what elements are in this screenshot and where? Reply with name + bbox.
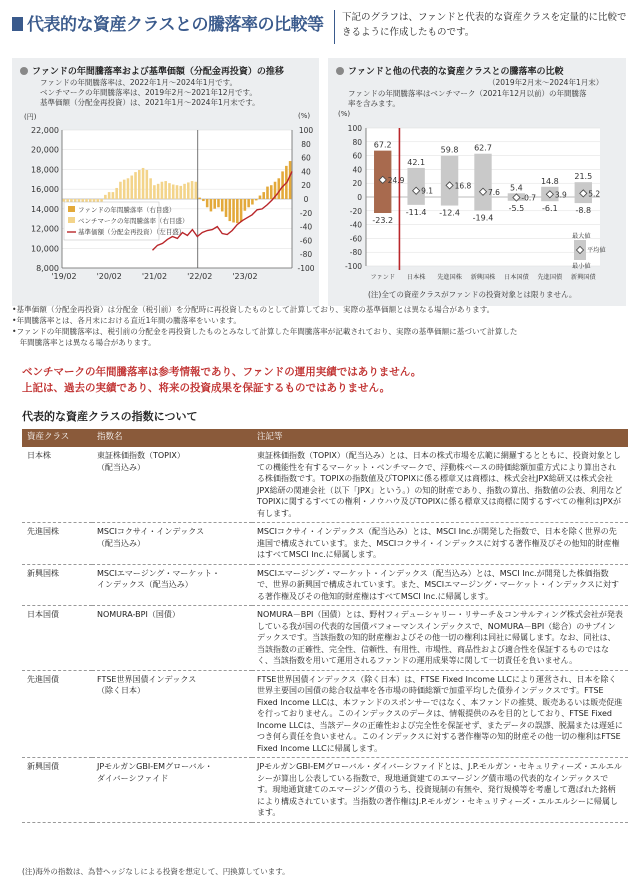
avg-value-label: 7.6 — [488, 187, 500, 197]
category-label: ファンド — [370, 274, 396, 281]
benchmark-return-bar — [183, 184, 186, 199]
left-note: 基準価額（分配金再投資）は、2021年1月〜2024年1月末です。 — [40, 98, 260, 107]
avg-value-label: 9.1 — [421, 186, 434, 196]
avg-value-label: 24.9 — [387, 175, 405, 185]
y-left-tick-label: 18,000 — [31, 165, 59, 175]
bullet-notes — [12, 304, 632, 348]
legend-label: 最大値 — [572, 233, 591, 240]
y-left-tick-label: 20,000 — [31, 145, 59, 155]
benchmark-return-bar — [187, 182, 190, 199]
benchmark-return-bar — [108, 192, 111, 199]
y-tick-label: -40 — [349, 220, 362, 230]
bullet-note: •ファンドの年間騰落率は、税引前の分配金を再投資したものとみなして計算した年間騰落率が記載されており、実際の基準価額に基づいて計算した — [12, 327, 518, 336]
warning-line: 上記は、過去の実績であり、将来の投資成果を保証するものではありません。 — [22, 382, 391, 394]
note-cell: NOMURA－BPI（国債）とは、野村フィデューシャリー・リサーチ＆コンサルティング株式会社が発表している我が国の代表的な国債パフォーマンスインデックスで、NOMURA－BPI（総合）のサブインデックスです。当該指数の知的財産権およびその他一切の権利は同社に帰属します。なお、同社は、当該指数の正確性、完全性、信頼性、有用性、市場性、商品性および適合性を保証するものではなく、当該指数を用いて運用されるファンドの運用成果等に関して一切責任を負いません。 — [252, 606, 628, 671]
benchmark-return-bar — [161, 182, 164, 199]
table-row — [22, 523, 628, 565]
fund-return-bar — [255, 199, 258, 200]
category-label: 日本株 — [406, 274, 426, 281]
benchmark-return-bar — [127, 178, 130, 199]
right-panel-title-text: ファンドと他の代表的な資産クラスとの騰落率の比較 — [348, 67, 564, 77]
x-tick-label: '19/02 — [51, 272, 77, 281]
benchmark-return-bar — [164, 181, 167, 199]
benchmark-return-bar — [123, 180, 126, 199]
header-description: 下記のグラフは、ファンドと代表的な資産クラスを定量的に比較できるように作成したものです。 — [342, 12, 627, 38]
min-value-label: -23.2 — [372, 216, 394, 226]
y-right-tick-label: 0 — [303, 195, 309, 204]
benchmark-return-bar — [191, 181, 194, 199]
title-square-icon — [12, 17, 23, 31]
col-header: 注記等 — [252, 429, 628, 447]
header — [12, 8, 627, 48]
note-cell: MSCIエマージング・マーケット・インデックス（配当込み）とは、MSCI Inc.が開発した株価指数で、世界の新興国で構成されています。また、MSCIエマージング・マーケット・インデックスに対する著作権及びその他知的財産権はすべてMSCI Inc.に帰属します。 — [252, 564, 628, 606]
fund-return-bar — [247, 199, 250, 207]
fund-return-bar — [229, 199, 232, 221]
y-tick-label: 60 — [352, 151, 362, 161]
y-left-tick-label: 16,000 — [31, 185, 59, 195]
fund-return-bar — [240, 199, 243, 222]
benchmark-return-bar — [176, 185, 179, 199]
right-footnote: (注)全ての資産クラスがファンドの投資対象とは限りません。 — [368, 290, 577, 299]
warning-text — [22, 364, 421, 396]
max-value-label: 21.5 — [574, 172, 593, 182]
page-title — [12, 10, 324, 35]
fund-return-bar — [225, 199, 228, 217]
benchmark-return-bar — [115, 188, 118, 199]
benchmark-return-bar — [157, 184, 160, 199]
asset-class-cell: 日本国債 — [22, 606, 92, 671]
x-tick-label: '20/02 — [96, 272, 122, 281]
fund-return-bar — [270, 185, 273, 199]
benchmark-return-bar — [63, 199, 66, 202]
fund-return-bar — [206, 199, 209, 207]
fund-return-bar — [278, 178, 281, 199]
fund-return-bar — [244, 199, 247, 211]
y-tick-label: -20 — [349, 206, 362, 216]
benchmark-return-bar — [172, 185, 175, 199]
fund-return-bar — [221, 199, 224, 211]
nav-return-chart — [12, 58, 319, 306]
col-header: 指数名 — [92, 429, 252, 447]
table-row — [22, 670, 628, 758]
max-value-label: 42.1 — [407, 157, 426, 167]
legend-label: 最小値 — [572, 263, 591, 270]
footnote: (注)海外の指数は、為替ヘッジなしによる投資を想定して、円換算しています。 — [22, 867, 290, 876]
note-cell: 東証株価指数（TOPIX）（配当込み）とは、日本の株式市場を広範に網羅するとともに、投資対象としての機能性を有するマーケット・ベンチマークで、浮動株ベースの時価総額加重方式により算出される株価指数です。TOPIXの指数値及びTOPIXに係る標章又は商標は、株式会社JPX総研又は株式会社JPX総研の関連会社（以下「JPX」という。）の知的財産であり、指数の算出、指数値の公表、利用などTOPIXに関するすべての権利・ノウハウ及びTOPIXに係る標章又は商標に関するすべての権利はJPXが有します。 — [252, 447, 628, 523]
section-title: 代表的な資産クラスの指数について — [22, 410, 198, 423]
benchmark-return-bar — [195, 182, 198, 199]
note-cell: MSCIコクサイ・インデックス（配当込み）とは、MSCI Inc.が開発した指数で、日本を除く世界の先進国で構成されています。また、MSCIコクサイ・インデックスに対する著作権及びその他知的財産権はすべてMSCI Inc.に帰属します。 — [252, 523, 628, 565]
benchmark-return-bar — [104, 195, 107, 199]
fund-return-bar — [210, 199, 213, 211]
category-label: 日本国債 — [504, 274, 529, 281]
table-row — [22, 758, 628, 823]
benchmark-return-bar — [168, 183, 171, 199]
right-y-unit: (%) — [298, 112, 311, 120]
bullet-note: 年間騰落率とは異なる場合があります。 — [12, 338, 156, 347]
left-y-unit: (円) — [24, 113, 37, 121]
asset-class-cell: 先進国債 — [22, 670, 92, 758]
y-left-tick-label: 12,000 — [31, 224, 59, 234]
max-value-label: 62.7 — [474, 143, 492, 153]
legend-swatch-benchmark — [68, 217, 75, 223]
min-value-label: -19.4 — [472, 213, 494, 223]
avg-value-label: 16.8 — [454, 181, 472, 191]
max-value-label: 14.8 — [540, 176, 559, 186]
table-row — [22, 447, 628, 523]
y-right-tick-label: -40 — [299, 222, 313, 232]
fund-return-bar — [232, 199, 235, 222]
y-right-tick-label: -20 — [299, 208, 313, 218]
benchmark-return-bar — [149, 178, 152, 199]
benchmark-return-bar — [134, 172, 137, 199]
y-left-tick-label: 14,000 — [31, 204, 59, 214]
index-name-cell: MSCIコクサイ・インデックス （配当込み） — [92, 523, 252, 565]
category-label: 新興国株 — [470, 274, 496, 281]
index-name-cell: JPモルガンGBI-EMグローバル・ ダイバーシファイド — [92, 758, 252, 823]
y-right-tick-label: 40 — [301, 167, 311, 177]
note-cell: JPモルガンGBI-EMグローバル・ダイバーシファイドとは、J.P.モルガン・セキュリティーズ・エルエルシーが算出し公表している指数で、現地通貨建てのエマージング債市場の代表的なインデックスです。現地通貨建てのエマージング債のうち、投資規制の有無や、発行規模等を考慮して選ばれた銘柄により構成されています。当指数の著作権はJ.P.モルガン・セキュリティーズ・エルエルシーに帰属します。 — [252, 758, 628, 823]
y-left-tick-label: 10,000 — [31, 244, 59, 254]
right-note: ファンドの年間騰落率はベンチマーク（2021年12月以前）の年間騰落率を含みます。 — [348, 89, 587, 108]
index-name-cell: MSCIエマージング・マーケット・ インデックス（配当込み） — [92, 564, 252, 606]
y-right-tick-label: 60 — [301, 153, 311, 163]
bullet-note: •基準価額（分配金再投資）は分配金（税引前）を分配時に再投資したものとして計算しており、実際の基準価額とは異なる場合があります。 — [12, 305, 495, 314]
legend-swatch-fund — [68, 206, 75, 212]
fund-return-bar — [262, 192, 265, 199]
max-value-label: 67.2 — [373, 140, 392, 150]
page-title-text: 代表的な資産クラスとの騰落率の比較等 — [27, 15, 324, 35]
y-left-tick-label: 8,000 — [36, 264, 59, 273]
avg-value-label: 3.9 — [554, 190, 567, 200]
left-note: ファンドの年間騰落率は、2022年1月〜2024年1月です。 — [40, 78, 237, 87]
table-row — [22, 606, 628, 671]
x-tick-label: '21/02 — [141, 272, 168, 281]
min-value-label: -6.1 — [542, 204, 558, 214]
table-row — [22, 564, 628, 606]
x-tick-label: '23/02 — [232, 272, 258, 281]
category-label: 先進国債 — [537, 274, 563, 281]
fund-return-bar — [198, 198, 201, 199]
avg-value-label: -0.7 — [521, 193, 537, 203]
index-name-cell: 東証株価指数（TOPIX） （配当込み） — [92, 447, 252, 523]
x-tick-label: '22/02 — [187, 272, 213, 281]
y-tick-label: -80 — [349, 248, 362, 258]
y-tick-label: 40 — [352, 165, 362, 175]
min-value-label: -8.8 — [575, 206, 592, 216]
warning-line: ベンチマークの年間騰落率は参考情報であり、ファンドの運用実績ではありません。 — [22, 366, 422, 378]
benchmark-return-bar — [130, 176, 133, 199]
index-name-cell: FTSE世界国債インデックス （除く日本） — [92, 670, 252, 758]
fund-return-bar — [259, 196, 262, 199]
col-header: 資産クラス — [22, 429, 92, 447]
y-tick-label: 80 — [352, 137, 362, 147]
category-label: 新興国債 — [570, 274, 596, 281]
y-right-tick-label: -60 — [299, 236, 313, 246]
min-value-label: -11.4 — [405, 207, 427, 217]
min-value-label: -12.4 — [439, 208, 460, 218]
left-panel-title-text: ファンドの年間騰落率および基準価額（分配金再投資）の推移 — [32, 67, 284, 77]
fund-return-bar — [289, 161, 292, 199]
asset-range-bar — [474, 154, 491, 211]
legend-label: ベンチマークの年間騰落率（右目盛） — [78, 217, 189, 225]
fund-return-bar — [217, 199, 220, 207]
asset-class-comparison-chart — [328, 58, 626, 306]
left-chart-panel — [12, 58, 319, 306]
benchmark-return-bar — [100, 199, 103, 202]
asset-class-cell: 新興国株 — [22, 564, 92, 606]
asset-class-cell: 日本株 — [22, 447, 92, 523]
benchmark-return-bar — [179, 186, 182, 199]
y-tick-label: -60 — [349, 234, 362, 244]
y-left-tick-label: 22,000 — [31, 126, 59, 135]
benchmark-return-bar — [146, 170, 149, 199]
table-header-row — [22, 429, 628, 447]
fund-return-bar — [251, 199, 254, 205]
category-label: 先進国株 — [437, 274, 462, 281]
max-value-label: 5.4 — [510, 183, 523, 193]
bullet-note: •年間騰落率とは、各月末における直近1年間の騰落率をいいます。 — [12, 316, 241, 325]
asset-class-cell: 先進国株 — [22, 523, 92, 565]
right-period: （2019年2月末〜2024年1月末） — [488, 78, 604, 87]
left-note: ベンチマークの年間騰落率は、2019年2月〜2021年12月です。 — [40, 88, 257, 97]
index-name-cell: NOMURA-BPI（国債） — [92, 606, 252, 671]
fund-return-bar — [213, 199, 216, 209]
fund-return-bar — [236, 199, 239, 223]
min-value-label: -5.5 — [508, 203, 525, 213]
y-tick-label: -100 — [344, 262, 362, 271]
fund-return-bar — [266, 187, 269, 199]
max-value-label: 59.8 — [440, 145, 459, 155]
y-right-tick-label: -100 — [297, 264, 315, 273]
legend-label: ファンドの年間騰落率（右目盛） — [78, 206, 176, 214]
y-tick-label: 0 — [357, 193, 362, 202]
avg-value-label: 5.2 — [588, 189, 601, 199]
fund-return-bar — [202, 199, 205, 201]
header-divider — [334, 10, 335, 44]
y-right-tick-label: 100 — [298, 126, 314, 135]
right-y-unit: (%) — [338, 110, 351, 118]
benchmark-return-bar — [138, 170, 141, 199]
benchmark-return-bar — [119, 182, 122, 199]
asset-class-cell: 新興国債 — [22, 758, 92, 823]
y-tick-label: 20 — [352, 179, 362, 189]
legend-label: 平均値 — [587, 247, 606, 254]
index-table — [22, 429, 628, 823]
benchmark-return-bar — [112, 192, 115, 199]
y-right-tick-label: 80 — [301, 139, 311, 149]
y-right-tick-label: -80 — [299, 250, 313, 260]
note-cell: FTSE世界国債インデックス（除く日本）は、FTSE Fixed Income LLCにより運営され、日本を除く世界主要国の国債の総合収益率を各市場の時価総額で加重平均した債券インデックスです。FTSE Fixed Income LLCは、本ファンドのスポンサーではなく、本ファンドの推奨、販売あるいは販売促進を行っておりません。このインデックスのデータは、情報提供のみを目的としており、FTSE Fixed Income LLCは、当該データの正確性および完全性を保証せず、またデータの誤謬、脱漏または遅延につき何ら責任を負いません。このインデックスに対する著作権等の知的財産その他一切の権利はFTSE Fixed Income LLCに帰属します。 — [252, 670, 628, 758]
y-tick-label: 100 — [347, 124, 362, 133]
y-right-tick-label: 20 — [301, 181, 311, 191]
right-chart-panel — [328, 58, 626, 306]
benchmark-return-bar — [153, 185, 156, 199]
legend-label: 基準価額（分配金再投資）（左目盛） — [78, 228, 186, 236]
benchmark-return-bar — [142, 168, 145, 199]
